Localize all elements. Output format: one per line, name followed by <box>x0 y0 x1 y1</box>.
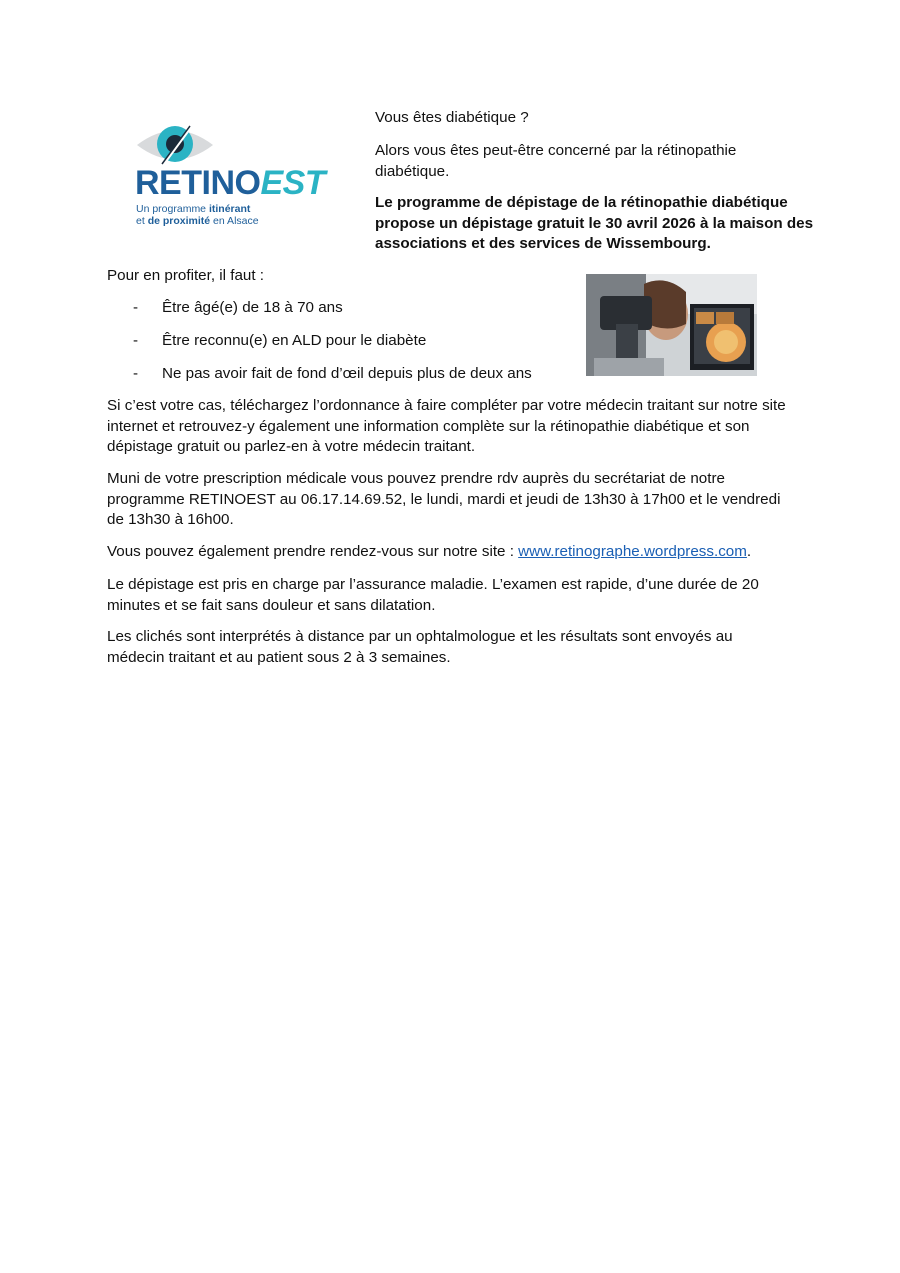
appointment-paragraph: Muni de votre prescription médicale vous pouvez prendre rdv auprès du secrétariat de notre programme RETINOEST au 06.17.14.69.52, le lundi, mardi et jeudi de 13h30 à 17h00 et le vendredi de 13h30 à 16h00. <box>107 470 781 528</box>
results-paragraph: Les clichés sont interprétés à distance par un ophtalmologue et les résultats sont envoyés au médecin traitant et au patient sous 2 à 3 semaines. <box>107 628 733 666</box>
website-link[interactable]: www.retinographe.wordpress.com <box>518 543 747 560</box>
eye-icon <box>135 122 215 168</box>
list-item: Être reconnu(e) en ALD pour le diabète <box>162 332 427 349</box>
question-heading: Vous êtes diabétique ? <box>375 109 529 126</box>
logo-tagline-line2: et de proximité en Alsace <box>136 215 259 227</box>
retinography-photo <box>586 274 757 376</box>
logo-wordmark: RETINOEST <box>135 164 326 202</box>
list-item: Être âgé(e) de 18 à 70 ans <box>162 299 343 316</box>
list-bullet: - <box>133 365 139 382</box>
logo-tagline-line1: Un programme itinérant <box>136 203 251 215</box>
list-item: Ne pas avoir fait de fond d’œil depuis plus de deux ans <box>162 365 532 382</box>
list-bullet: - <box>133 332 139 349</box>
download-paragraph: Si c’est votre cas, téléchargez l’ordonnance à faire compléter par votre médecin traitant sur notre site internet et retrouvez-y également une information complète sur la rétinopathie diabétique et son dépistage gratuit ou parlez-en à votre médecin traitant. <box>107 397 786 455</box>
coverage-paragraph: Le dépistage est pris en charge par l’assurance maladie. L’examen est rapide, d’une durée de 20 minutes et se fait sans douleur et sans dilatation. <box>107 576 759 614</box>
list-bullet: - <box>133 299 139 316</box>
website-paragraph: Vous pouvez également prendre rendez-vous sur notre site : www.retinographe.wordpress.com. <box>107 543 752 560</box>
announcement-text: Le programme de dépistage de la rétinopathie diabétique propose un dépistage gratuit le 30 avril 2026 à la maison des associations et des services de Wissembourg. <box>375 194 814 252</box>
retinoest-logo <box>133 120 326 240</box>
conditions-intro: Pour en profiter, il faut : <box>107 267 265 284</box>
concern-text: Alors vous êtes peut-être concerné par la rétinopathie diabétique. <box>375 142 737 180</box>
